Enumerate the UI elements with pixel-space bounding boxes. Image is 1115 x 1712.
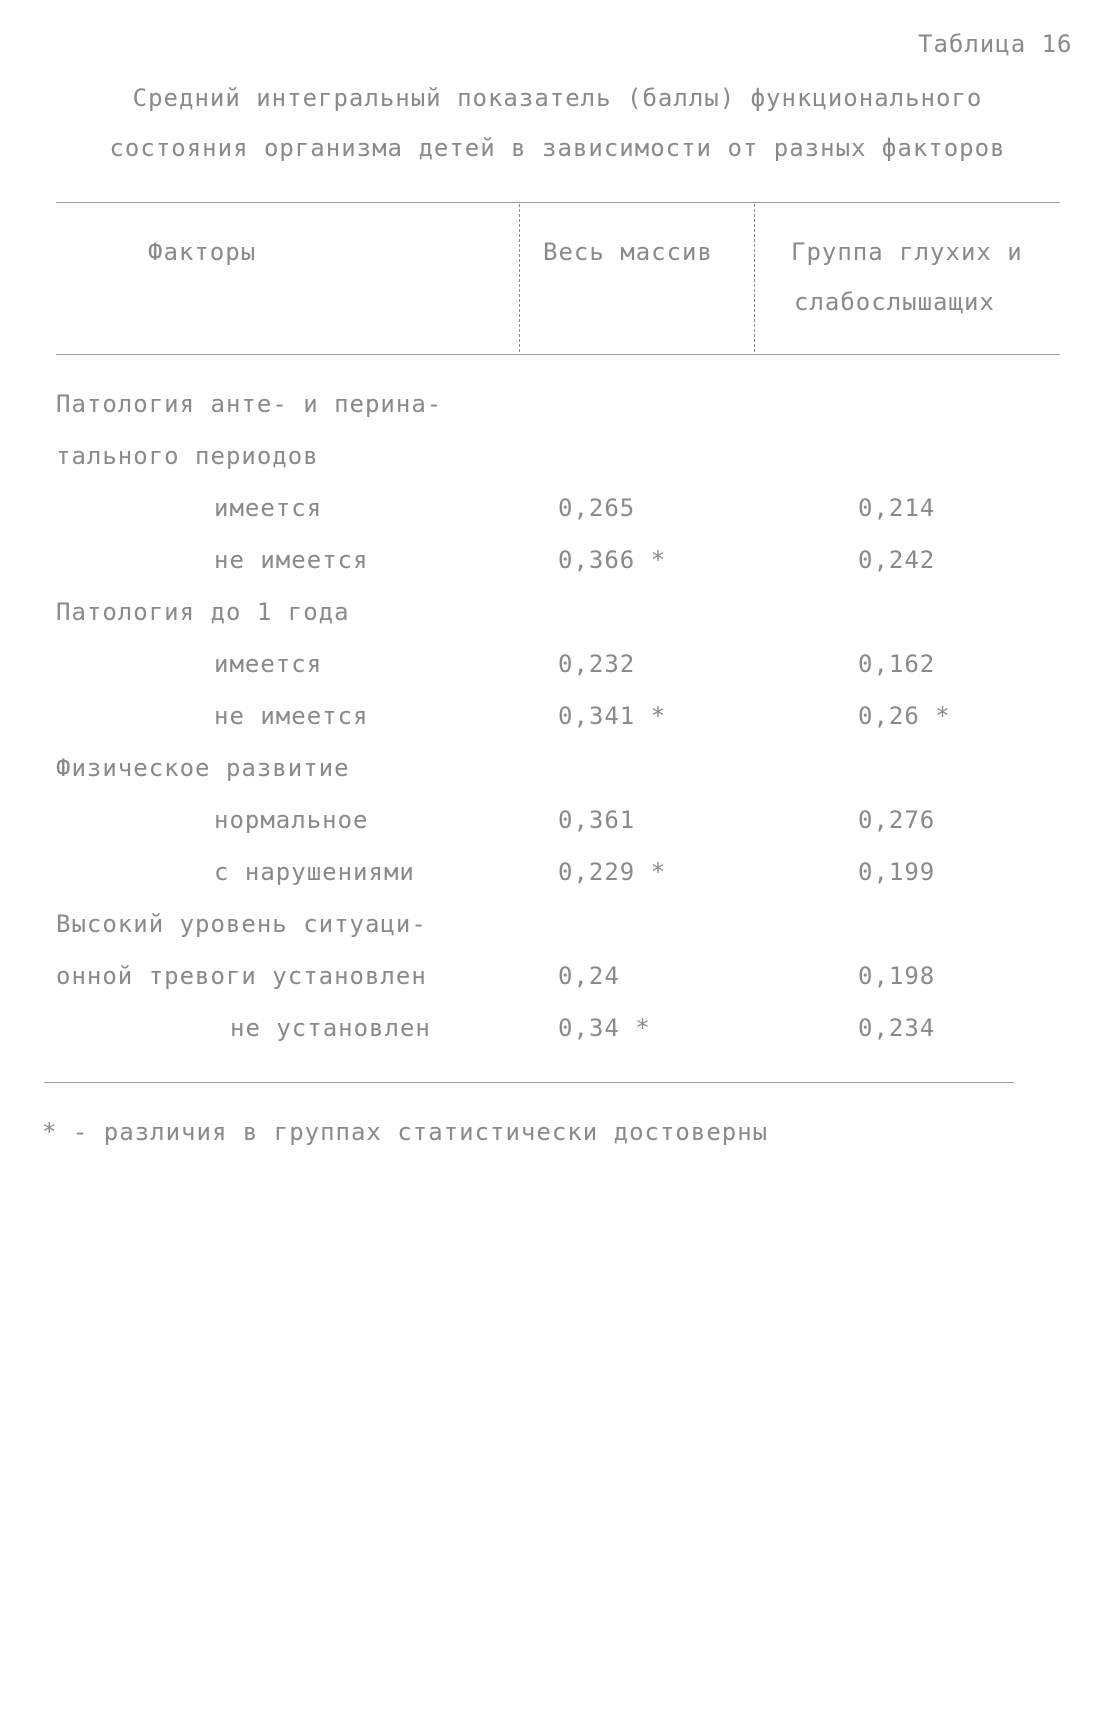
column-header-deaf-group-line-1: Группа глухих и xyxy=(791,238,1023,266)
deaf-group-value: 0,26 * xyxy=(858,702,951,730)
whole-array-value: 0,366 * xyxy=(558,546,667,574)
deaf-group-value: 0,276 xyxy=(858,806,936,834)
whole-array-value: 0,229 * xyxy=(558,858,667,886)
whole-array-value: 0,265 xyxy=(558,494,636,522)
column-header-deaf-group-line-2: слабослышащих xyxy=(794,288,995,316)
footnote: * - различия в группах статистически достоверны xyxy=(42,1118,769,1146)
factor-option-label: имеется xyxy=(214,494,323,522)
whole-array-value: 0,24 xyxy=(558,962,620,990)
table-caption-line-2: состояния организма детей в зависимости от разных факторов xyxy=(109,134,1006,162)
deaf-group-value: 0,214 xyxy=(858,494,936,522)
column-divider-1 xyxy=(519,204,520,352)
deaf-group-value: 0,198 xyxy=(858,962,936,990)
column-divider-2 xyxy=(754,204,755,352)
factor-group-label: Физическое развитие xyxy=(56,754,350,782)
whole-array-value: 0,361 xyxy=(558,806,636,834)
whole-array-value: 0,232 xyxy=(558,650,636,678)
factor-option-label: нормальное xyxy=(214,806,369,834)
table-bottom-rule xyxy=(44,1082,1014,1083)
whole-array-value: 0,341 * xyxy=(558,702,667,730)
table-number: Таблица 16 xyxy=(918,30,1073,58)
factor-group-label: онной тревоги установлен xyxy=(56,962,427,990)
header-bottom-rule xyxy=(56,354,1060,355)
deaf-group-value: 0,234 xyxy=(858,1014,936,1042)
table-top-rule xyxy=(56,202,1060,203)
factor-option-label: имеется xyxy=(214,650,323,678)
deaf-group-value: 0,162 xyxy=(858,650,936,678)
factor-option-label: не имеется xyxy=(214,702,369,730)
column-header-factors: Факторы xyxy=(148,238,257,266)
factor-group-label: Патология до 1 года xyxy=(56,598,350,626)
factor-option-label: не установлен xyxy=(230,1014,431,1042)
factor-group-label: Патология анте- и перина- xyxy=(56,390,443,418)
column-header-whole-array: Весь массив xyxy=(543,238,713,266)
table-caption-line-1: Средний интегральный показатель (баллы) функционального xyxy=(132,84,983,112)
deaf-group-value: 0,242 xyxy=(858,546,936,574)
factor-option-label: с нарушениями xyxy=(214,858,415,886)
factor-option-label: не имеется xyxy=(214,546,369,574)
factor-group-label: тального периодов xyxy=(56,442,319,470)
whole-array-value: 0,34 * xyxy=(558,1014,651,1042)
factor-group-label: Высокий уровень ситуаци- xyxy=(56,910,427,938)
deaf-group-value: 0,199 xyxy=(858,858,936,886)
